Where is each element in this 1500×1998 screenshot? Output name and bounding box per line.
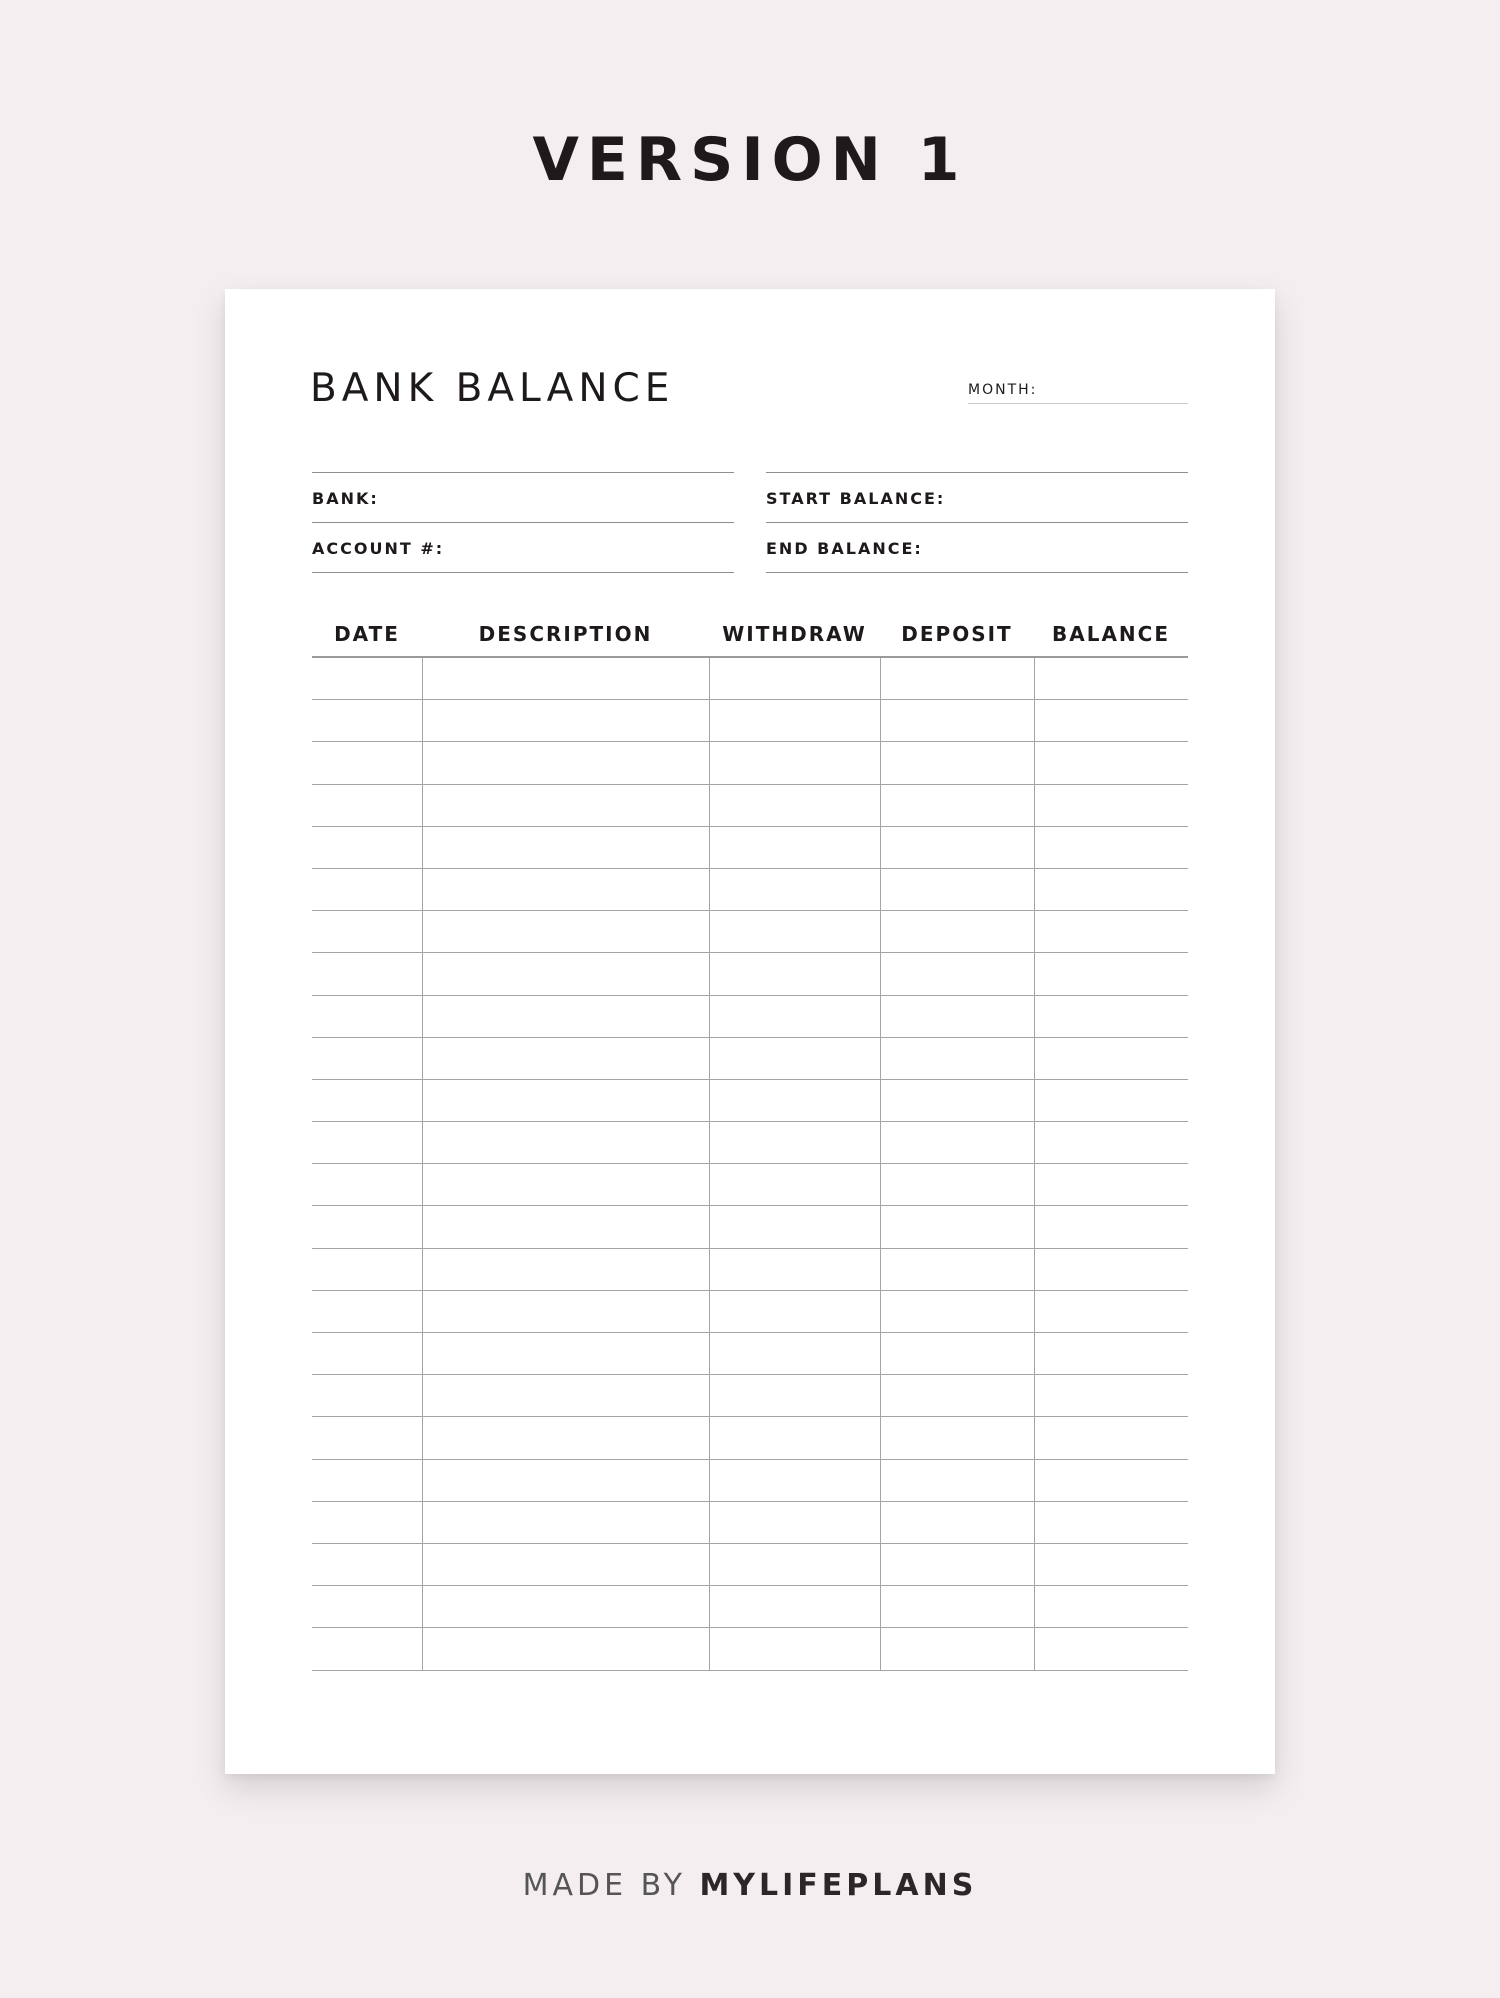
version-heading: VERSION 1	[532, 125, 968, 195]
cell-withdraw[interactable]	[709, 1459, 880, 1501]
footer-credit	[0, 1866, 1500, 1906]
cell-description[interactable]	[422, 995, 709, 1037]
cell-deposit[interactable]	[880, 784, 1034, 826]
cell-deposit[interactable]	[880, 1543, 1034, 1585]
cell-description[interactable]	[422, 1501, 709, 1543]
cell-deposit[interactable]	[880, 1333, 1034, 1375]
cell-balance[interactable]	[1034, 868, 1188, 910]
cell-balance[interactable]	[1034, 1586, 1188, 1628]
end-balance-field-line[interactable]	[766, 572, 1188, 573]
cell-withdraw[interactable]	[709, 1164, 880, 1206]
cell-deposit[interactable]	[880, 1586, 1034, 1628]
cell-withdraw[interactable]	[709, 1206, 880, 1248]
cell-deposit[interactable]	[880, 742, 1034, 784]
cell-date[interactable]	[312, 1206, 422, 1248]
start-balance-label: START BALANCE:	[766, 489, 946, 508]
cell-balance[interactable]	[1034, 1164, 1188, 1206]
month-field-line[interactable]	[968, 403, 1188, 404]
cell-date[interactable]	[312, 1122, 422, 1164]
table-row	[312, 1122, 1188, 1164]
cell-description[interactable]	[422, 784, 709, 826]
cell-deposit[interactable]	[880, 1037, 1034, 1079]
cell-deposit[interactable]	[880, 700, 1034, 742]
cell-balance[interactable]	[1034, 1248, 1188, 1290]
cell-description[interactable]	[422, 911, 709, 953]
table-row	[312, 784, 1188, 826]
cell-withdraw[interactable]	[709, 1375, 880, 1417]
cell-withdraw[interactable]	[709, 953, 880, 995]
cell-description[interactable]	[422, 953, 709, 995]
cell-withdraw[interactable]	[709, 1248, 880, 1290]
cell-deposit[interactable]	[880, 1417, 1034, 1459]
cell-date[interactable]	[312, 1079, 422, 1121]
cell-balance[interactable]	[1034, 1459, 1188, 1501]
cell-deposit[interactable]	[880, 826, 1034, 868]
table-row	[312, 953, 1188, 995]
cell-balance[interactable]	[1034, 1628, 1188, 1670]
cell-description[interactable]	[422, 1543, 709, 1585]
cell-deposit[interactable]	[880, 953, 1034, 995]
bank-field-line[interactable]	[312, 522, 734, 523]
field-top-line-left	[312, 472, 734, 473]
cell-deposit[interactable]	[880, 1248, 1034, 1290]
cell-deposit[interactable]	[880, 1501, 1034, 1543]
table-row	[312, 826, 1188, 868]
cell-withdraw[interactable]	[709, 1501, 880, 1543]
cell-balance[interactable]	[1034, 1417, 1188, 1459]
table-row	[312, 1417, 1188, 1459]
end-balance-label: END BALANCE:	[766, 539, 923, 558]
cell-date[interactable]	[312, 784, 422, 826]
cell-balance[interactable]	[1034, 742, 1188, 784]
cell-balance[interactable]	[1034, 1122, 1188, 1164]
account-label: ACCOUNT #:	[312, 539, 445, 558]
cell-withdraw[interactable]	[709, 1333, 880, 1375]
cell-withdraw[interactable]	[709, 911, 880, 953]
cell-balance[interactable]	[1034, 911, 1188, 953]
cell-date[interactable]	[312, 953, 422, 995]
cell-date[interactable]	[312, 1501, 422, 1543]
table-row	[312, 1037, 1188, 1079]
table-row	[312, 1206, 1188, 1248]
table-row	[312, 1375, 1188, 1417]
table-row	[312, 1501, 1188, 1543]
table-row	[312, 1248, 1188, 1290]
field-top-line-right	[766, 472, 1188, 473]
cell-date[interactable]	[312, 657, 422, 700]
table-row	[312, 700, 1188, 742]
cell-withdraw[interactable]	[709, 700, 880, 742]
cell-balance[interactable]	[1034, 1206, 1188, 1248]
cell-date[interactable]	[312, 1417, 422, 1459]
table-row	[312, 1586, 1188, 1628]
cell-deposit[interactable]	[880, 1079, 1034, 1121]
cell-description[interactable]	[422, 1586, 709, 1628]
cell-withdraw[interactable]	[709, 868, 880, 910]
cell-balance[interactable]	[1034, 1290, 1188, 1332]
cell-date[interactable]	[312, 1543, 422, 1585]
cell-date[interactable]	[312, 1375, 422, 1417]
cell-description[interactable]	[422, 1037, 709, 1079]
cell-balance[interactable]	[1034, 1501, 1188, 1543]
table-row	[312, 1079, 1188, 1121]
table-row	[312, 1543, 1188, 1585]
table-row	[312, 1290, 1188, 1332]
cell-balance[interactable]	[1034, 953, 1188, 995]
cell-withdraw[interactable]	[709, 995, 880, 1037]
cell-date[interactable]	[312, 911, 422, 953]
cell-deposit[interactable]	[880, 1164, 1034, 1206]
cell-description[interactable]	[422, 1206, 709, 1248]
cell-date[interactable]	[312, 1037, 422, 1079]
column-header-description: DESCRIPTION	[422, 611, 709, 657]
cell-date[interactable]	[312, 995, 422, 1037]
cell-balance[interactable]	[1034, 784, 1188, 826]
start-balance-field-line[interactable]	[766, 522, 1188, 523]
table-row	[312, 1628, 1188, 1670]
cell-deposit[interactable]	[880, 995, 1034, 1037]
cell-date[interactable]	[312, 1459, 422, 1501]
cell-balance[interactable]	[1034, 1037, 1188, 1079]
table-row	[312, 1459, 1188, 1501]
cell-withdraw[interactable]	[709, 742, 880, 784]
cell-date[interactable]	[312, 1628, 422, 1670]
month-label: MONTH:	[968, 382, 1038, 398]
table-row	[312, 911, 1188, 953]
cell-description[interactable]	[422, 826, 709, 868]
cell-description[interactable]	[422, 1164, 709, 1206]
table-row	[312, 868, 1188, 910]
cell-withdraw[interactable]	[709, 1586, 880, 1628]
cell-date[interactable]	[312, 1333, 422, 1375]
cell-description[interactable]	[422, 868, 709, 910]
cell-description[interactable]	[422, 700, 709, 742]
footer-brand: MYLIFEPLANS	[699, 1868, 978, 1903]
cell-description[interactable]	[422, 1248, 709, 1290]
column-header-withdraw: WITHDRAW	[709, 611, 880, 657]
cell-withdraw[interactable]	[709, 1543, 880, 1585]
cell-date[interactable]	[312, 700, 422, 742]
cell-description[interactable]	[422, 1122, 709, 1164]
cell-withdraw[interactable]	[709, 784, 880, 826]
cell-deposit[interactable]	[880, 1122, 1034, 1164]
column-header-deposit: DEPOSIT	[880, 611, 1034, 657]
cell-date[interactable]	[312, 1290, 422, 1332]
cell-date[interactable]	[312, 826, 422, 868]
cell-balance[interactable]	[1034, 700, 1188, 742]
column-header-balance: BALANCE	[1034, 611, 1188, 657]
bank-balance-sheet	[225, 289, 1275, 1774]
cell-date[interactable]	[312, 742, 422, 784]
cell-balance[interactable]	[1034, 826, 1188, 868]
table-body	[312, 657, 1188, 1670]
cell-balance[interactable]	[1034, 1333, 1188, 1375]
cell-description[interactable]	[422, 1333, 709, 1375]
cell-deposit[interactable]	[880, 1206, 1034, 1248]
cell-balance[interactable]	[1034, 1543, 1188, 1585]
table-row	[312, 742, 1188, 784]
cell-withdraw[interactable]	[709, 826, 880, 868]
cell-deposit[interactable]	[880, 1375, 1034, 1417]
table-header-row	[312, 611, 1188, 657]
cell-withdraw[interactable]	[709, 1417, 880, 1459]
cell-deposit[interactable]	[880, 868, 1034, 910]
cell-date[interactable]	[312, 868, 422, 910]
table-row	[312, 1333, 1188, 1375]
cell-balance[interactable]	[1034, 1079, 1188, 1121]
cell-description[interactable]	[422, 1628, 709, 1670]
cell-description[interactable]	[422, 1290, 709, 1332]
cell-deposit[interactable]	[880, 657, 1034, 700]
cell-deposit[interactable]	[880, 1459, 1034, 1501]
table-row	[312, 657, 1188, 700]
cell-balance[interactable]	[1034, 995, 1188, 1037]
cell-date[interactable]	[312, 1164, 422, 1206]
cell-balance[interactable]	[1034, 657, 1188, 700]
transaction-table	[312, 611, 1188, 1671]
cell-deposit[interactable]	[880, 1628, 1034, 1670]
cell-withdraw[interactable]	[709, 1037, 880, 1079]
cell-description[interactable]	[422, 657, 709, 700]
cell-withdraw[interactable]	[709, 1122, 880, 1164]
table-row	[312, 995, 1188, 1037]
cell-withdraw[interactable]	[709, 1079, 880, 1121]
cell-date[interactable]	[312, 1248, 422, 1290]
cell-withdraw[interactable]	[709, 1290, 880, 1332]
cell-deposit[interactable]	[880, 1290, 1034, 1332]
cell-description[interactable]	[422, 1079, 709, 1121]
bank-label: BANK:	[312, 489, 379, 508]
cell-withdraw[interactable]	[709, 657, 880, 700]
cell-balance[interactable]	[1034, 1375, 1188, 1417]
cell-description[interactable]	[422, 1417, 709, 1459]
column-header-date: DATE	[312, 611, 422, 657]
cell-description[interactable]	[422, 742, 709, 784]
cell-withdraw[interactable]	[709, 1628, 880, 1670]
table-row	[312, 1164, 1188, 1206]
account-field-line[interactable]	[312, 572, 734, 573]
sheet-title: BANK BALANCE	[310, 366, 675, 411]
cell-deposit[interactable]	[880, 911, 1034, 953]
cell-description[interactable]	[422, 1375, 709, 1417]
footer-prefix: MADE BY	[522, 1868, 686, 1903]
cell-description[interactable]	[422, 1459, 709, 1501]
cell-date[interactable]	[312, 1586, 422, 1628]
